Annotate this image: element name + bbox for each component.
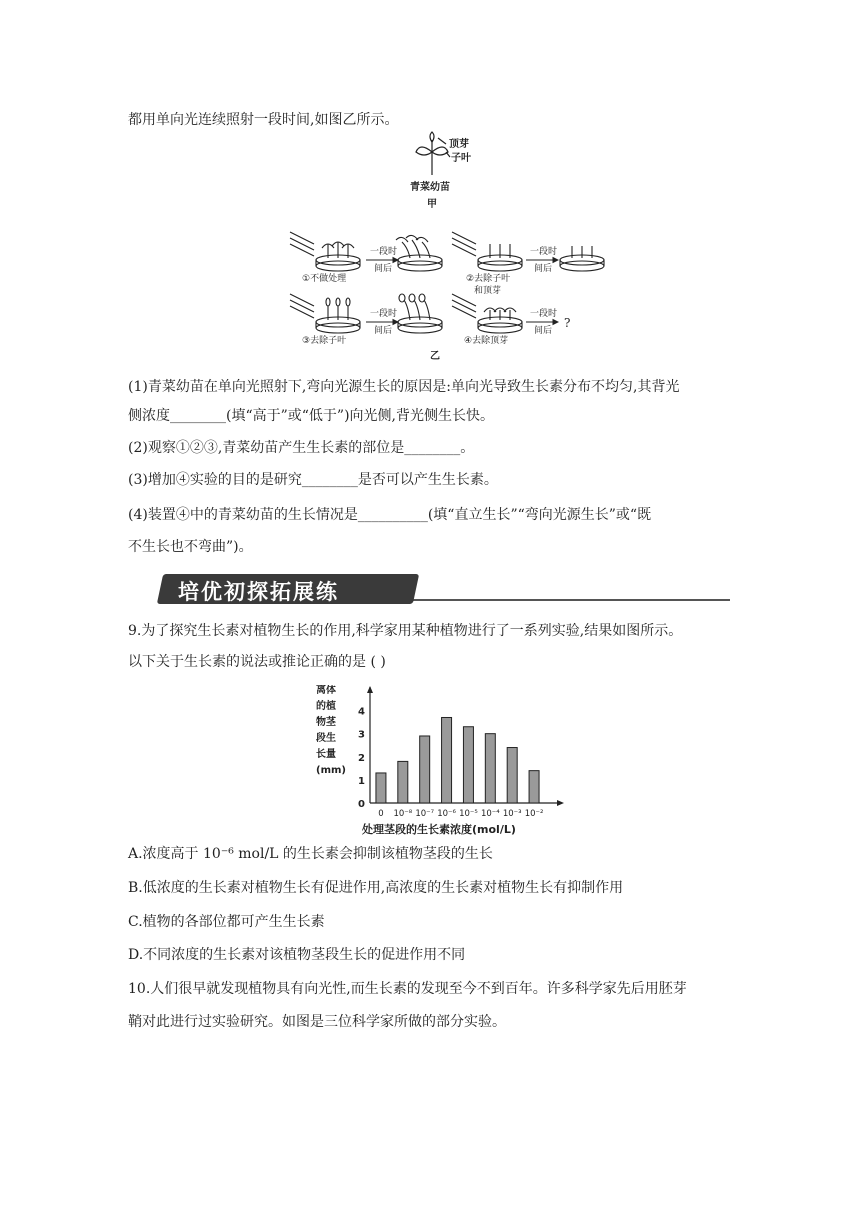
y-tick-label: 0 xyxy=(358,799,365,810)
arrow4-text-a: 一段时 xyxy=(530,309,558,319)
dish-4 xyxy=(478,308,522,333)
label-cotyledon: 子叶 xyxy=(451,153,471,164)
arrow1-text-b: 间后 xyxy=(374,264,393,274)
bar xyxy=(463,727,473,803)
light-rays-1 xyxy=(290,232,314,256)
q9-option-d: D.不同浓度的生长素对该植物茎段生长的促进作用不同 xyxy=(128,947,466,963)
q9-stem-line1: 9.为了探究生长素对植物生长的作用,科学家用某种植物进行了一系列实验,结果如图所示。 xyxy=(128,623,683,639)
q8-p1-line1: (1)青菜幼苗在单向光照射下,弯向光源生长的原因是:单向光导致生长素分布不均匀,其背光 xyxy=(128,379,680,395)
arrow2-text-b: 间后 xyxy=(534,264,553,274)
x-axis-arrow xyxy=(557,800,564,806)
y-axis-label-line: 长量 xyxy=(316,749,336,760)
q8-p1-line2: 侧浓度________(填“高于”或“低于”)向光侧,背光侧生长快。 xyxy=(128,408,495,424)
q8-p2: (2)观察①②③,青菜幼苗产生生长素的部位是________。 xyxy=(128,440,475,456)
label-top-bud: 顶芽 xyxy=(449,139,469,150)
case4-label: ④去除顶芽 xyxy=(464,336,509,346)
x-tick-label: 10⁻² xyxy=(524,809,544,819)
q10-line1: 10.人们很早就发现植物具有向光性,而生长素的发现至今不到百年。许多科学家先后用胚芽 xyxy=(128,981,687,997)
dish-2 xyxy=(478,244,522,271)
y-tick-label: 3 xyxy=(358,729,365,741)
y-axis-label-line: (mm) xyxy=(316,765,346,776)
x-tick-label: 10⁻³ xyxy=(502,809,522,819)
y-tick-label: 4 xyxy=(358,706,365,718)
x-tick-label: 10⁻⁸ xyxy=(393,809,413,819)
tag-yi: 乙 xyxy=(430,351,440,362)
y-axis-label-line: 段生 xyxy=(316,733,336,744)
y-axis-label-line: 的植 xyxy=(316,701,336,712)
bar xyxy=(485,734,495,803)
arrow3-text-b: 间后 xyxy=(374,326,393,336)
arrow1-text-a: 一段时 xyxy=(370,247,398,257)
q9-option-b: B.低浓度的生长素对植物生长有促进作用,高浓度的生长素对植物生长有抑制作用 xyxy=(128,880,624,896)
y-axis-arrow xyxy=(367,686,373,693)
x-tick-label: 0 xyxy=(378,809,384,819)
q9-option-a: A.浓度高于 10⁻⁶ mol/L 的生长素会抑制该植物茎段的生长 xyxy=(128,846,493,862)
y-tick-label: 1 xyxy=(358,775,365,787)
bar xyxy=(529,771,539,803)
arrow3-text-a: 一段时 xyxy=(370,309,398,319)
bar xyxy=(420,736,430,803)
light-rays-3 xyxy=(290,294,314,318)
x-tick-label: 10⁻⁶ xyxy=(437,809,456,819)
banner-title: 培优初探拓展练 xyxy=(178,580,339,604)
q9-option-c: C.植物的各部位都可产生生长素 xyxy=(128,914,325,930)
seedling-drawing xyxy=(416,132,450,175)
light-rays-4 xyxy=(452,294,476,318)
q9-stem-line2: 以下关于生长素的说法或推论正确的是 ( ) xyxy=(128,654,386,670)
intro-line: 都用单向光连续照射一段时间,如图乙所示。 xyxy=(128,112,399,128)
q8-p4-line1: (4)装置④中的青菜幼苗的生长情况是__________(填“直立生长”“弯向光源生长”或“既 xyxy=(128,507,652,523)
x-tick-label: 10⁻⁵ xyxy=(459,809,478,819)
dish-1 xyxy=(316,242,360,271)
q8-p3: (3)增加④实验的目的是研究________是否可以产生生长素。 xyxy=(128,472,498,488)
y-axis-label-line: 离体 xyxy=(316,685,336,696)
bar xyxy=(376,773,386,803)
case2-label-b: 和顶芽 xyxy=(474,286,502,296)
dish-3 xyxy=(316,298,360,333)
caption-seedling: 青菜幼苗 xyxy=(410,182,450,193)
q8-p4-line2: 不生长也不弯曲”)。 xyxy=(128,539,253,555)
x-tick-label: 10⁻⁴ xyxy=(480,809,500,819)
growth-bar-chart xyxy=(308,685,588,835)
tag-jia: 甲 xyxy=(427,199,437,210)
dish-3-after xyxy=(398,294,442,333)
section-banner xyxy=(160,572,730,606)
arrow2-text-a: 一段时 xyxy=(530,247,558,257)
q10-line2: 鞘对此进行过实验研究。如图是三位科学家所做的部分实验。 xyxy=(128,1014,506,1030)
light-rays-2 xyxy=(452,232,476,256)
dish-1-after xyxy=(396,235,442,271)
arrow4-text-b: 间后 xyxy=(534,326,553,336)
case3-label: ③去除子叶 xyxy=(302,336,347,346)
chart-xlabel: 处理茎段的生长素浓度(mol/L) xyxy=(362,823,516,836)
x-tick-label: 10⁻⁷ xyxy=(415,809,435,819)
bar xyxy=(507,748,517,803)
dish-2-after xyxy=(560,246,604,271)
bar xyxy=(398,761,408,803)
y-axis-label-line: 物茎 xyxy=(316,717,336,728)
unknown-result: ? xyxy=(564,316,571,330)
y-tick-label: 2 xyxy=(358,752,365,764)
case2-label-a: ②去除子叶 xyxy=(466,274,511,284)
case1-label: ①不做处理 xyxy=(302,274,347,284)
bar xyxy=(442,717,452,803)
